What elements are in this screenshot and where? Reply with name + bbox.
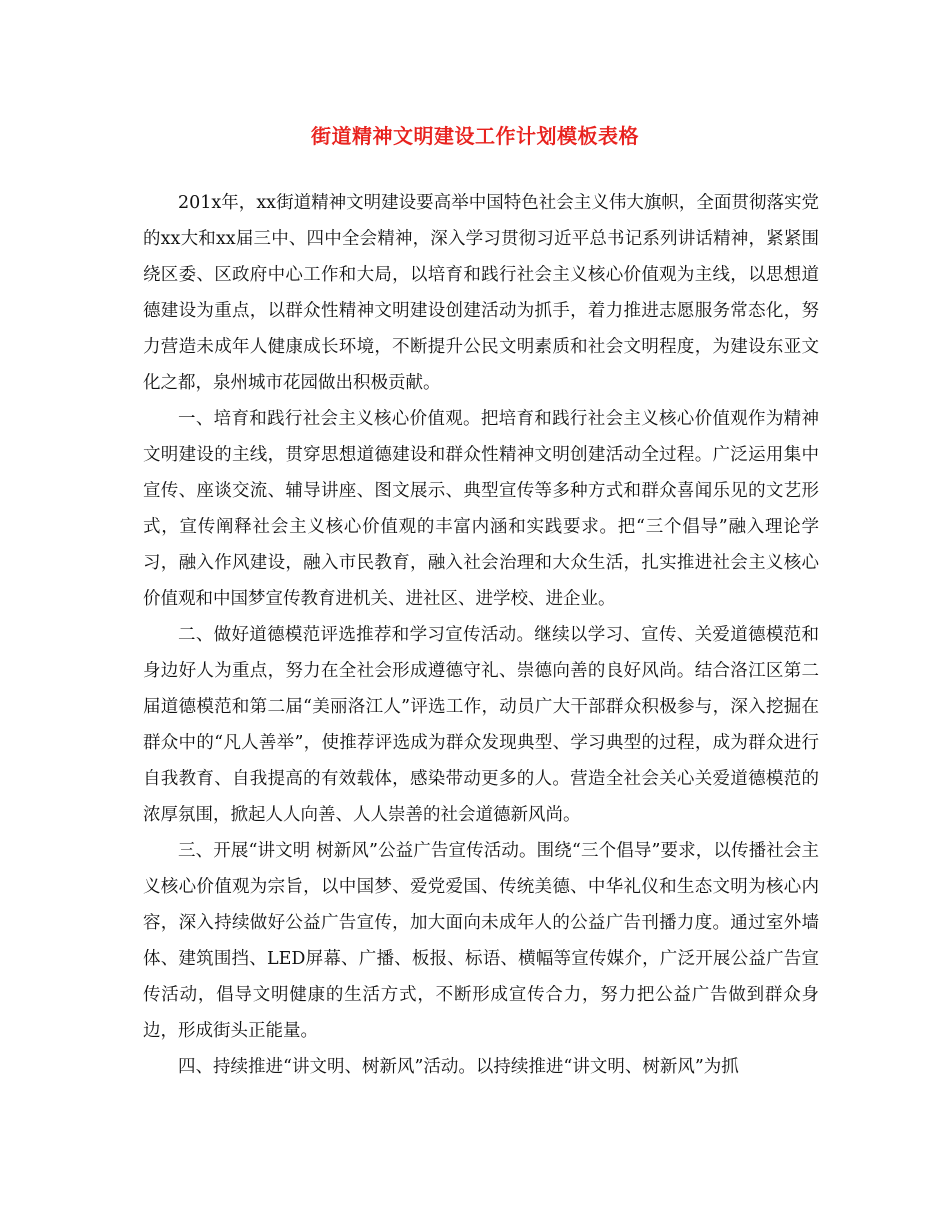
document-body xyxy=(143,185,819,1085)
document-title: 街道精神文明建设工作计划模板表格 xyxy=(311,124,639,148)
paragraph-section-1: 一、培育和践行社会主义核心价值观。把培育和践行社会主义核心价值观作为精神文明建设的主线，贯穿思想道德建设和群众性精神文明创建活动全过程。广泛运用集中宣传、座谈交流、辅导讲座、图文展示、典型宣传等多种方式和群众喜闻乐见的文艺形式，宣传阐释社会主义核心价值观的丰富内涵和实践要求。把“三个倡导”融入理论学习，融入作风建设，融入市民教育，融入社会治理和大众生活，扎实推进社会主义核心价值观和中国梦宣传教育进机关、进社区、进学校、进企业。 xyxy=(143,409,819,609)
paragraph-intro: 201x年，xx街道精神文明建设要高举中国特色社会主义伟大旗帜，全面贯彻落实党的xx大和xx届三中、四中全会精神，深入学习贯彻习近平总书记系列讲话精神，紧紧围绕区委、区政府中心工作和大局，以培育和践行社会主义核心价值观为主线，以思想道德建设为重点，以群众性精神文明建设创建活动为抓手，着力推进志愿服务常态化，努力营造未成年人健康成长环境，不断提升公民文明素质和社会文明程度，为建设东亚文化之都，泉州城市花园做出积极贡献。 xyxy=(143,193,819,393)
paragraph-section-2: 二、做好道德模范评选推荐和学习宣传活动。继续以学习、宣传、关爱道德模范和身边好人为重点，努力在全社会形成遵德守礼、崇德向善的良好风尚。结合洛江区第二届道德模范和第二届“美丽洛江人”评选工作，动员广大干部群众积极参与，深入挖掘在群众中的“凡人善举”，使推荐评选成为群众发现典型、学习典型的过程，成为群众进行自我教育、自我提高的有效载体，感染带动更多的人。营造全社会关心关爱道德模范的浓厚氛围，掀起人人向善、人人崇善的社会道德新风尚。 xyxy=(143,625,819,825)
paragraph-section-4: 四、持续推进“讲文明、树新风”活动。以持续推进“讲文明、树新风”为抓 xyxy=(178,1057,739,1077)
paragraph-section-3: 三、开展“讲文明 树新风”公益广告宣传活动。围绕“三个倡导”要求，以传播社会主义核心价值观为宗旨，以中国梦、爱党爱国、传统美德、中华礼仪和生态文明为核心内容，深入持续做好公益广告宣传，加大面向未成年人的公益广告刊播力度。通过室外墙体、建筑围挡、LED屏幕、广播、板报、标语、横幅等宣传媒介，广泛开展公益广告宣传活动，倡导文明健康的生活方式，不断形成宣传合力，努力把公益广告做到群众身边，形成街头正能量。 xyxy=(143,841,819,1041)
